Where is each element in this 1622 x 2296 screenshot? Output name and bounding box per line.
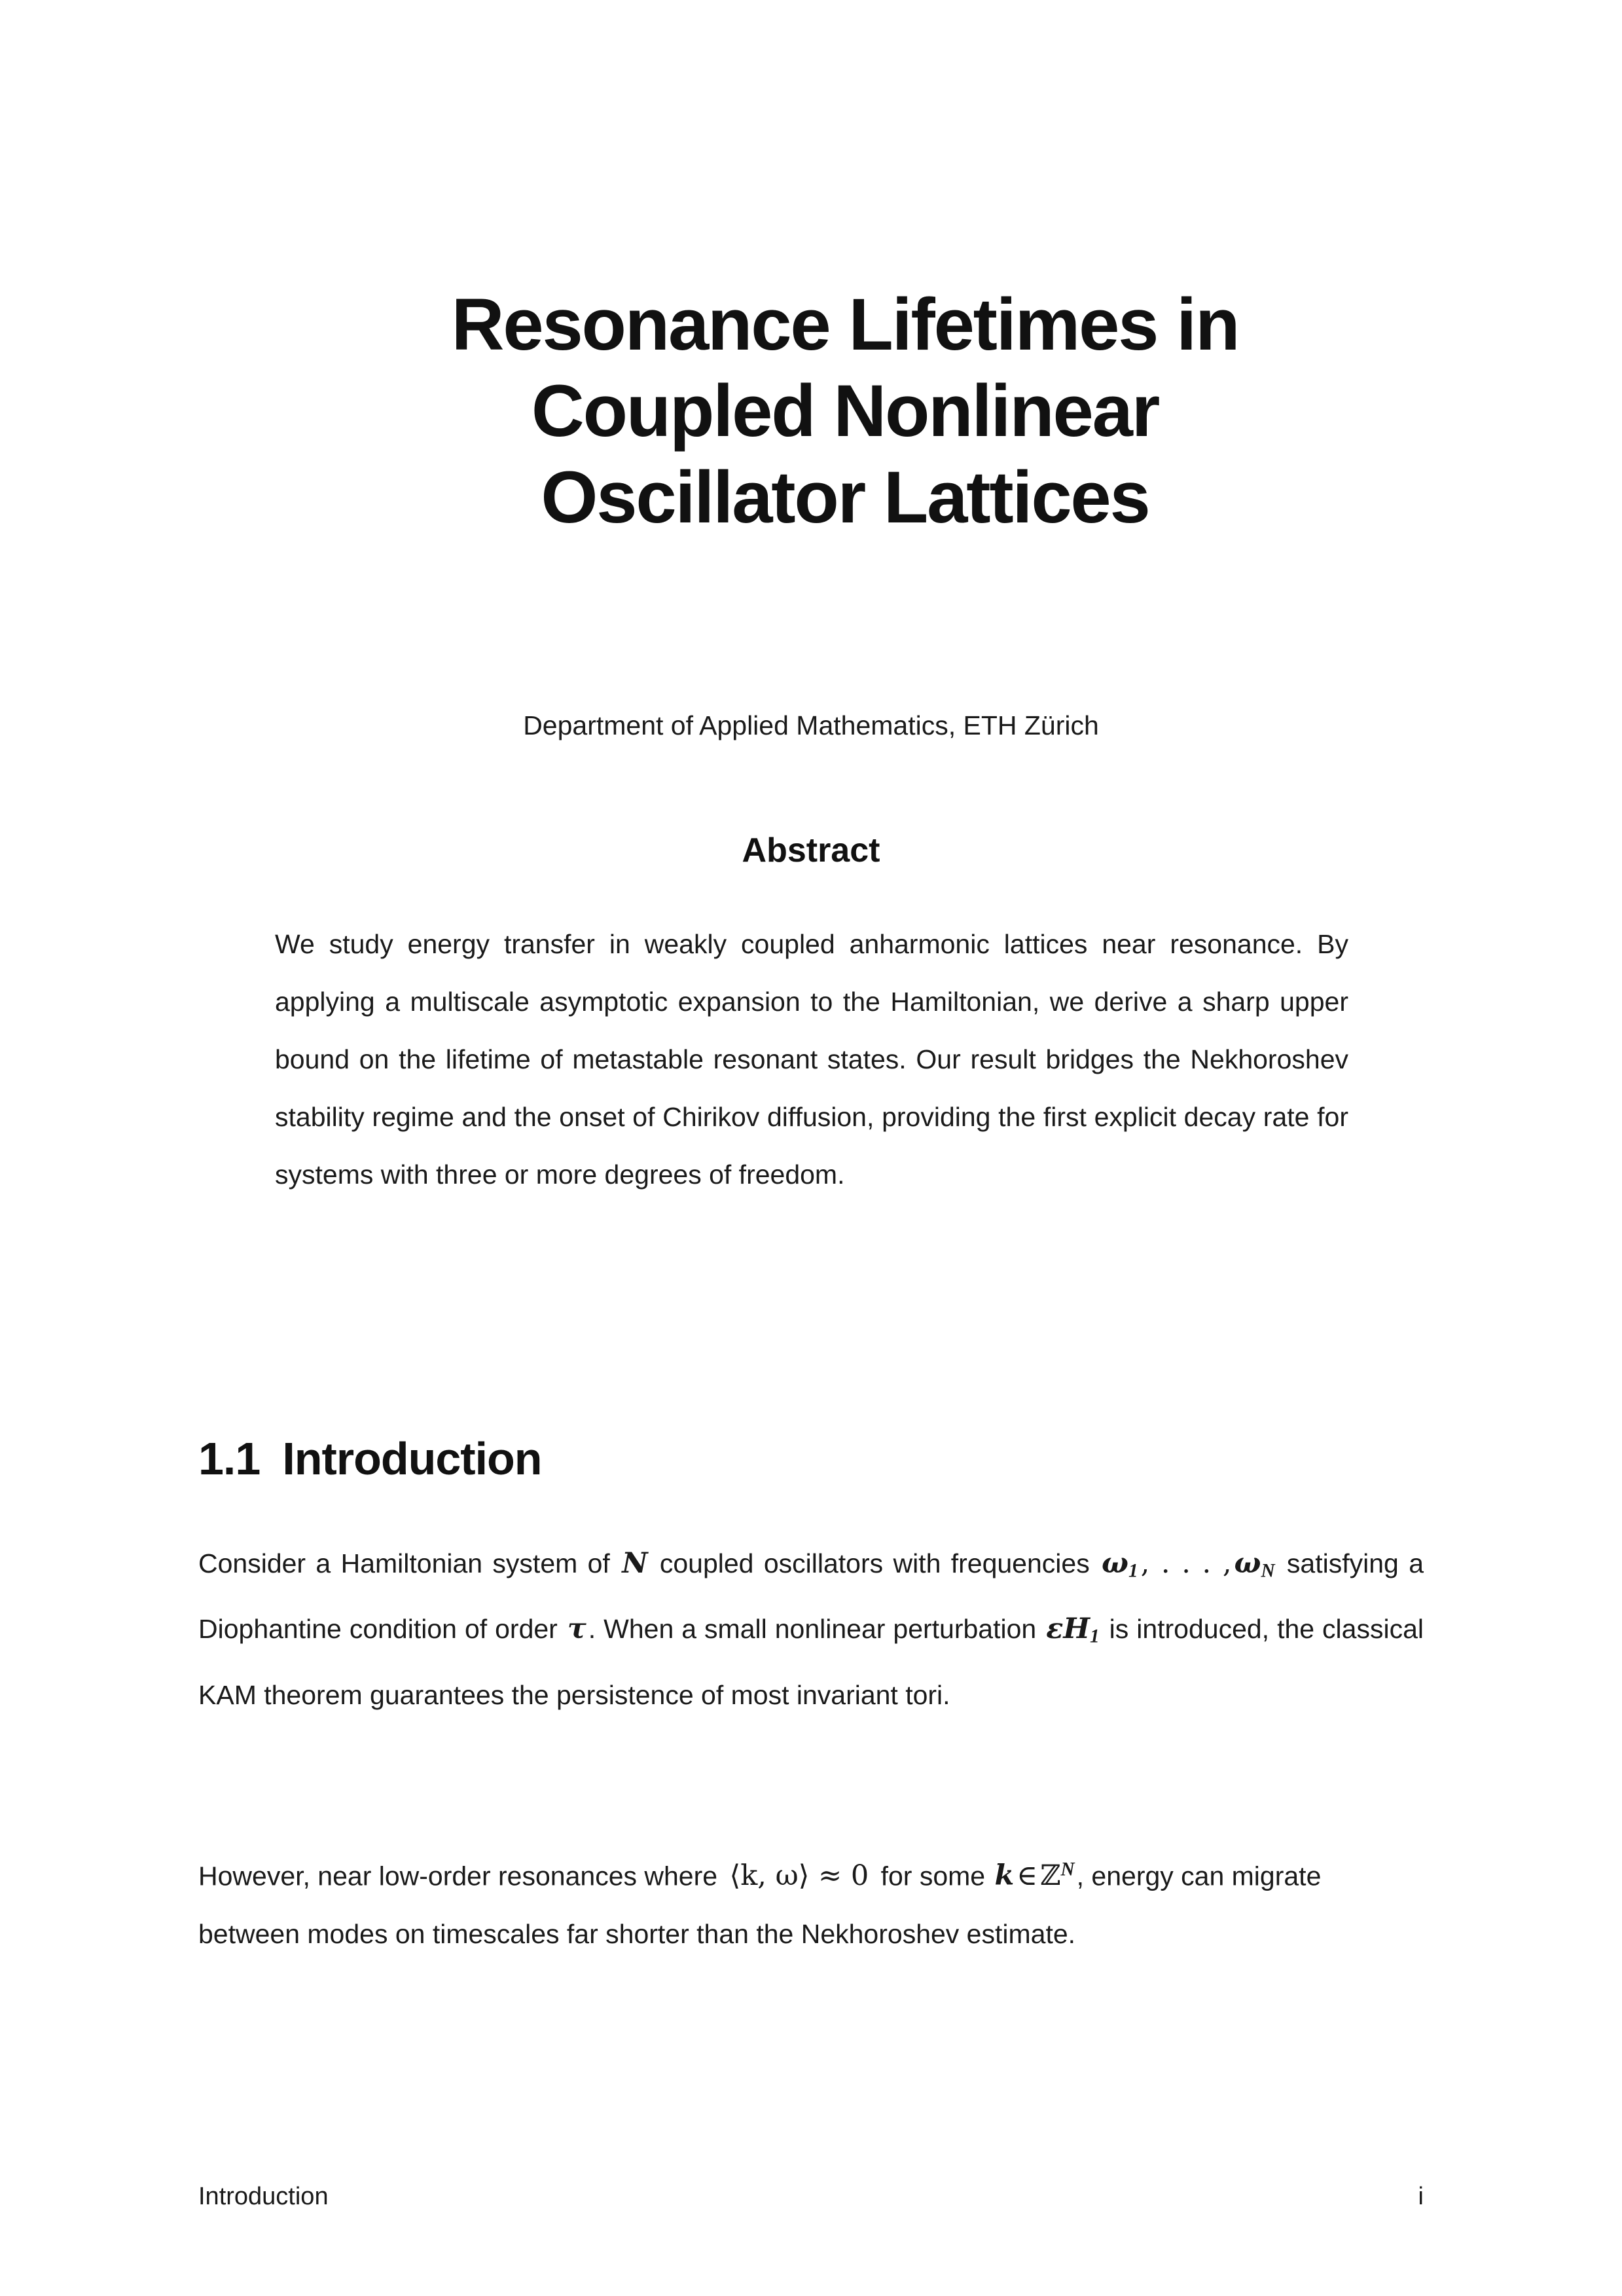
page-footer [198,2183,1424,2211]
footer-section-label: Introduction [198,2183,329,2210]
math-var-n: N [622,1547,648,1580]
math-epsilon-h1: $\varepsilon H_1$ [1046,1613,1100,1647]
section-title: Introduction [282,1433,542,1484]
p1-seg-4: . When a small nonlinear perturbation [588,1614,1045,1645]
title-line-1: Resonance Lifetimes in [451,283,1239,365]
title-line-3: Oscillator Lattices [541,456,1149,539]
p1-seg-2: coupled oscillators with frequencies [649,1548,1100,1578]
p1-seg-1: Consider a Hamiltonian system of [198,1548,621,1578]
page-title [313,282,1377,541]
math-inner-product: ⟨k, ω⟩ ≈ 0 [729,1859,869,1893]
abstract-body [275,915,1348,1203]
body-paragraph-2 [198,1841,1424,1964]
body-paragraph-1 [198,1535,1424,1724]
affiliation: Department of Applied Mathematics, ETH Zürich [523,710,1099,740]
title-block [313,282,1377,541]
abstract-paragraph: We study energy transfer in weakly coupled anharmonic lattices near resonance. By applying a multiscale asymptotic expansion to the Hamiltonian, we derive a sharp upper bound on the lifetime of metastable resonant states. Our result bridges the Nekhoroshev stability regime and the onset of Chirikov diffusion, providing the first explicit decay rate for systems with three or more degrees of freedom. [275,929,1348,1190]
section-body [198,1535,1424,1963]
title-line-2: Coupled Nonlinear [531,370,1159,452]
math-var-tau: τ [567,1613,586,1646]
paragraph-spacer [198,1724,1424,1841]
p2-seg-1: However, near low-order resonances where [198,1861,725,1891]
section-number: 1.1 [198,1433,261,1484]
p2-seg-3: , energy can migrate between modes on timescales far shorter than the Nekhoroshev estimate. [198,1861,1322,1950]
math-omega-list: $\omega_1$, . . . $,\omega_N$ [1102,1547,1275,1582]
math-k-in-z-n: k∈ℤ$^N$ [994,1859,1075,1893]
abstract-heading: Abstract [742,831,880,869]
section-heading [198,1431,1424,1486]
p1-seg-3: satisfying a Diophantine condition of order [198,1548,1424,1645]
footer-page-number: i [1418,2183,1424,2210]
p1-seg-5: is introduced, the classical KAM theorem guarantees the persistence of most invariant tori. [198,1614,1424,1710]
p2-seg-2: for some [873,1861,993,1891]
